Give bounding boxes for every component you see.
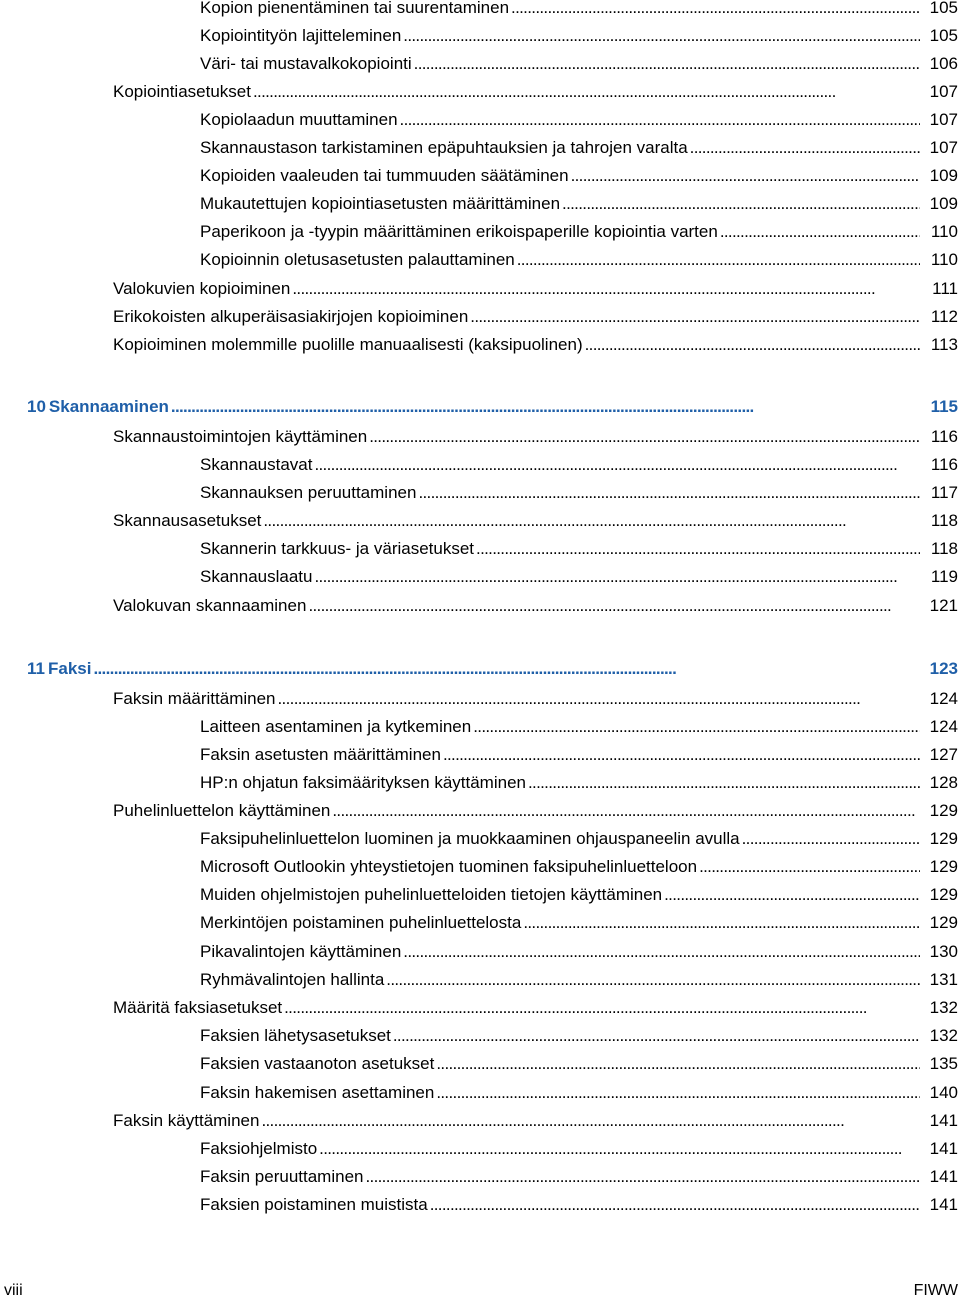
toc-entry[interactable] bbox=[0, 798, 960, 824]
toc-dot-leader bbox=[314, 564, 920, 590]
toc-dot-leader bbox=[414, 51, 920, 77]
toc-entry-title: Skannausasetukset bbox=[113, 511, 262, 530]
toc-entry-title: Faksien poistaminen muistista bbox=[200, 1195, 428, 1214]
toc-dot-leader bbox=[523, 910, 920, 936]
toc-dot-leader bbox=[571, 163, 920, 189]
toc-dot-leader bbox=[93, 656, 920, 682]
toc-page-number: 135 bbox=[929, 1054, 958, 1073]
toc-dot-leader bbox=[436, 1080, 920, 1106]
toc-entry[interactable] bbox=[0, 276, 960, 302]
toc-dot-leader bbox=[473, 714, 920, 740]
toc-page-number: 113 bbox=[930, 335, 958, 354]
toc-dot-leader bbox=[319, 1136, 920, 1162]
toc-dot-leader bbox=[742, 826, 920, 852]
toc-entry[interactable] bbox=[0, 854, 960, 880]
toc-entry[interactable] bbox=[0, 247, 960, 273]
toc-page-number: 129 bbox=[929, 913, 958, 932]
toc-chapter-number: 10 bbox=[27, 397, 46, 416]
toc-dot-leader bbox=[393, 1023, 920, 1049]
toc-entry-title: Faksi bbox=[47, 659, 92, 678]
toc-dot-leader bbox=[443, 742, 920, 768]
toc-dot-leader bbox=[664, 882, 920, 908]
toc-entry-title: Puhelinluettelon käyttäminen bbox=[113, 801, 331, 820]
toc-page-number: 107 bbox=[929, 138, 958, 157]
toc-entry-title: Skannauksen peruuttaminen bbox=[200, 483, 417, 502]
toc-entry-title: Skannauslaatu bbox=[200, 567, 313, 586]
toc-entry[interactable] bbox=[0, 107, 960, 133]
toc-entry[interactable] bbox=[0, 882, 960, 908]
toc-entry-title: Faksin peruuttaminen bbox=[200, 1167, 364, 1186]
toc-dot-leader bbox=[261, 1108, 920, 1134]
footer-page-number: viii bbox=[4, 1282, 23, 1299]
toc-entry-title: Skannaustason tarkistaminen epäpuhtauksien ja tahrojen varalta bbox=[200, 138, 688, 157]
page-footer bbox=[0, 1280, 960, 1302]
toc-dot-leader bbox=[369, 424, 920, 450]
toc-page-number: 129 bbox=[929, 829, 958, 848]
toc-page-number: 105 bbox=[929, 26, 958, 45]
toc-page-number: 127 bbox=[929, 745, 958, 764]
toc-entry-title: Pikavalintojen käyttäminen bbox=[200, 942, 402, 961]
toc-chapter-entry[interactable] bbox=[0, 656, 960, 682]
toc-page-number: 141 bbox=[929, 1111, 958, 1130]
toc-entry[interactable] bbox=[0, 826, 960, 852]
toc-entry-title: Microsoft Outlookin yhteystietojen tuominen faksipuhelinluetteloon bbox=[200, 857, 698, 876]
toc-entry[interactable] bbox=[0, 770, 960, 796]
toc-page-number: 107 bbox=[929, 82, 958, 101]
toc-page-number: 129 bbox=[929, 801, 958, 820]
toc-entry[interactable] bbox=[0, 424, 960, 450]
toc-entry[interactable] bbox=[0, 995, 960, 1021]
toc-entry[interactable] bbox=[0, 742, 960, 768]
toc-entry[interactable] bbox=[0, 686, 960, 712]
toc-dot-leader bbox=[476, 536, 920, 562]
toc-dot-leader bbox=[585, 332, 920, 358]
toc-page-number: 141 bbox=[929, 1139, 958, 1158]
toc-dot-leader bbox=[699, 854, 920, 880]
toc-entry-title: Valokuvien kopioiminen bbox=[113, 279, 291, 298]
toc-entry-title: Skannerin tarkkuus- ja väriasetukset bbox=[200, 539, 475, 558]
toc-entry[interactable] bbox=[0, 939, 960, 965]
toc-dot-leader bbox=[386, 967, 920, 993]
toc-page-number: 106 bbox=[929, 54, 958, 73]
toc-dot-leader bbox=[365, 1164, 920, 1190]
toc-page-number: 124 bbox=[929, 717, 958, 736]
toc-dot-leader bbox=[403, 939, 920, 965]
toc-page-number: 121 bbox=[929, 596, 958, 615]
toc-dot-leader bbox=[517, 247, 920, 273]
toc-page-number: 129 bbox=[929, 857, 958, 876]
toc-entry-title: Erikokoisten alkuperäisasiakirjojen kopioiminen bbox=[113, 307, 469, 326]
toc-page-number: 132 bbox=[929, 998, 958, 1017]
toc-entry-title: Faksiohjelmisto bbox=[200, 1139, 318, 1158]
toc-entry-title: Skannaustoimintojen käyttäminen bbox=[113, 427, 368, 446]
toc-page-number: 116 bbox=[930, 455, 958, 474]
toc-page-number: 132 bbox=[929, 1026, 958, 1045]
toc-page-number: 110 bbox=[930, 250, 958, 269]
toc-page-number: 107 bbox=[929, 110, 958, 129]
toc-page-number: 110 bbox=[930, 222, 958, 241]
toc-entry-title: Faksin määrittäminen bbox=[113, 689, 276, 708]
toc-entry[interactable] bbox=[0, 452, 960, 478]
toc-entry-title: Mukautettujen kopiointiasetusten määrittäminen bbox=[200, 194, 561, 213]
toc-entry[interactable] bbox=[0, 1051, 960, 1077]
toc-entry[interactable] bbox=[0, 0, 960, 21]
toc-entry[interactable] bbox=[0, 910, 960, 936]
toc-entry-title: Faksin käyttäminen bbox=[113, 1111, 260, 1130]
toc-dot-leader bbox=[308, 593, 920, 619]
toc-entry[interactable] bbox=[0, 967, 960, 993]
toc-entry-title: Ryhmävalintojen hallinta bbox=[200, 970, 385, 989]
toc-entry-title: Paperikoon ja -tyypin määrittäminen erikoispaperille kopiointia varten bbox=[200, 222, 718, 241]
toc-dot-leader bbox=[511, 0, 920, 21]
toc-page-number: 129 bbox=[929, 885, 958, 904]
toc-entry-title: Faksien vastaanoton asetukset bbox=[200, 1054, 435, 1073]
toc-entry-title: Kopiointityön lajitteleminen bbox=[200, 26, 402, 45]
toc-dot-leader bbox=[436, 1051, 920, 1077]
toc-page-number: 141 bbox=[929, 1195, 958, 1214]
toc-page-number: 109 bbox=[929, 194, 958, 213]
toc-entry[interactable] bbox=[0, 1080, 960, 1106]
toc-page-number: 130 bbox=[929, 942, 958, 961]
toc-page-number: 141 bbox=[929, 1167, 958, 1186]
toc-page-number: 118 bbox=[930, 539, 958, 558]
toc-dot-leader bbox=[418, 480, 920, 506]
toc-page-number: 111 bbox=[932, 279, 958, 298]
toc-entry[interactable] bbox=[0, 1136, 960, 1162]
toc-dot-leader bbox=[470, 304, 920, 330]
toc-page-number: 131 bbox=[929, 970, 958, 989]
toc-chapter-entry[interactable] bbox=[0, 394, 960, 420]
toc-entry-title: Kopioiden vaaleuden tai tummuuden säätäminen bbox=[200, 166, 569, 185]
toc-entry[interactable] bbox=[0, 508, 960, 534]
toc-entry[interactable] bbox=[0, 135, 960, 161]
toc-dot-leader bbox=[253, 79, 920, 105]
toc-entry-title: Faksipuhelinluettelon luominen ja muokkaaminen ohjauspaneelin avulla bbox=[200, 829, 740, 848]
toc-dot-leader bbox=[690, 135, 920, 161]
toc-entry-title: Faksin asetusten määrittäminen bbox=[200, 745, 441, 764]
toc-dot-leader bbox=[403, 23, 920, 49]
toc-page-number: 123 bbox=[929, 659, 958, 678]
toc-entry[interactable] bbox=[0, 79, 960, 105]
toc-page-number: 119 bbox=[930, 567, 958, 586]
toc-entry-title: Faksien lähetysasetukset bbox=[200, 1026, 391, 1045]
toc-entry[interactable] bbox=[0, 332, 960, 358]
toc-dot-leader bbox=[332, 798, 920, 824]
toc-dot-leader bbox=[278, 686, 920, 712]
footer-code: FIWW bbox=[913, 1282, 958, 1299]
toc-entry-title: Määritä faksiasetukset bbox=[113, 998, 283, 1017]
toc-entry[interactable] bbox=[0, 564, 960, 590]
toc-entry-title: HP:n ohjatun faksimäärityksen käyttäminen bbox=[200, 773, 526, 792]
toc-entry[interactable] bbox=[0, 593, 960, 619]
toc-entry-title: Valokuvan skannaaminen bbox=[113, 596, 307, 615]
toc-entry-title: Kopion pienentäminen tai suurentaminen bbox=[200, 0, 510, 17]
toc-entry[interactable] bbox=[0, 51, 960, 77]
toc-page-number: 105 bbox=[929, 0, 958, 17]
toc-entry[interactable] bbox=[0, 714, 960, 740]
toc-entry[interactable] bbox=[0, 163, 960, 189]
toc-entry-title: Faksin hakemisen asettaminen bbox=[200, 1083, 435, 1102]
toc-page-number: 118 bbox=[930, 511, 958, 530]
toc-entry-title: Skannaaminen bbox=[48, 397, 169, 416]
toc-dot-leader bbox=[171, 394, 920, 420]
toc-page-number: 116 bbox=[930, 427, 958, 446]
toc-entry[interactable] bbox=[0, 536, 960, 562]
toc-entry-title: Skannaustavat bbox=[200, 455, 313, 474]
toc-entry[interactable] bbox=[0, 191, 960, 217]
toc-entry-title: Muiden ohjelmistojen puhelinluetteloiden tietojen käyttäminen bbox=[200, 885, 663, 904]
toc-dot-leader bbox=[314, 452, 920, 478]
toc-page-number: 109 bbox=[929, 166, 958, 185]
toc-page-number: 112 bbox=[930, 307, 958, 326]
toc-entry-title: Kopiointiasetukset bbox=[113, 82, 251, 101]
toc-dot-leader bbox=[292, 276, 920, 302]
toc-page-number: 115 bbox=[930, 397, 958, 416]
toc-entry-title: Kopiolaadun muuttaminen bbox=[200, 110, 398, 129]
toc-chapter-number: 11 bbox=[27, 659, 45, 678]
toc-entry-title: Kopioinnin oletusasetusten palauttaminen bbox=[200, 250, 515, 269]
toc-entry[interactable] bbox=[0, 1108, 960, 1134]
toc-dot-leader bbox=[284, 995, 920, 1021]
toc-dot-leader bbox=[720, 219, 920, 245]
toc-entry-title: Väri- tai mustavalkokopiointi bbox=[200, 54, 412, 73]
toc-dot-leader bbox=[430, 1192, 920, 1218]
toc-entry[interactable] bbox=[0, 219, 960, 245]
toc-entry[interactable] bbox=[0, 23, 960, 49]
toc-entry[interactable] bbox=[0, 1164, 960, 1190]
toc-entry-title: Laitteen asentaminen ja kytkeminen bbox=[200, 717, 472, 736]
toc-page-number: 128 bbox=[929, 773, 958, 792]
toc-entry[interactable] bbox=[0, 1192, 960, 1218]
toc-dot-leader bbox=[400, 107, 920, 133]
toc-dot-leader bbox=[562, 191, 920, 217]
toc-dot-leader bbox=[263, 508, 920, 534]
toc-entry[interactable] bbox=[0, 304, 960, 330]
toc-entry[interactable] bbox=[0, 480, 960, 506]
toc-page-number: 140 bbox=[929, 1083, 958, 1102]
toc-entry-title: Kopioiminen molemmille puolille manuaalisesti (kaksipuolinen) bbox=[113, 335, 583, 354]
toc-page-number: 124 bbox=[929, 689, 958, 708]
toc-page-number: 117 bbox=[930, 483, 958, 502]
toc-entry[interactable] bbox=[0, 1023, 960, 1049]
toc-entry-title: Merkintöjen poistaminen puhelinluettelosta bbox=[200, 913, 522, 932]
toc-dot-leader bbox=[528, 770, 920, 796]
